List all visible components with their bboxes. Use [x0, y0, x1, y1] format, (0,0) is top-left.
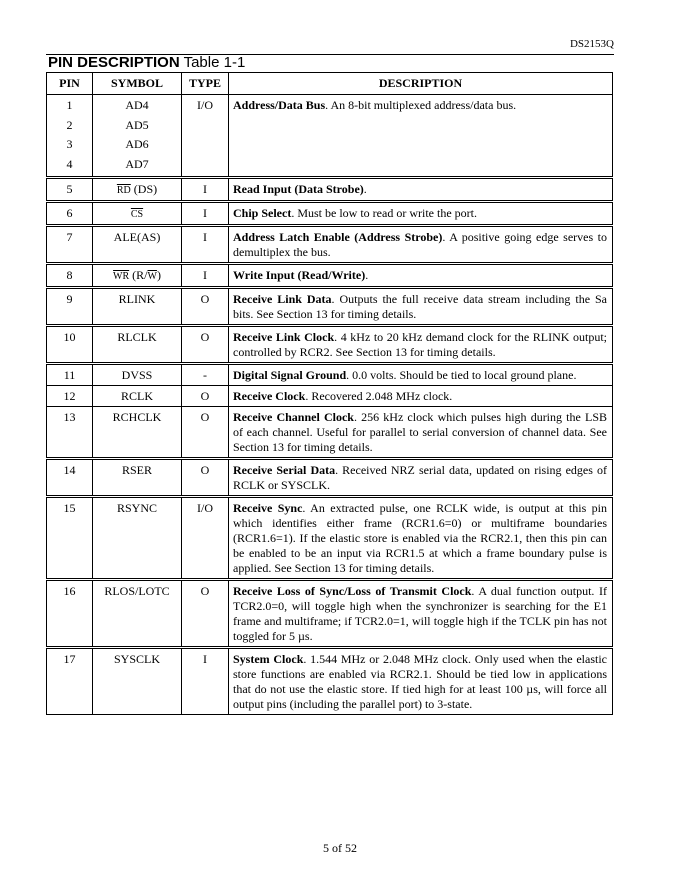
- description-term: System Clock: [233, 652, 304, 666]
- description-cell: [229, 178, 613, 202]
- symbol-cell: RLCLK: [93, 326, 182, 364]
- description-term: Receive Link Data: [233, 292, 332, 306]
- type-cell: -: [182, 364, 229, 386]
- description-cell: [229, 407, 613, 459]
- table-row: [47, 264, 613, 288]
- table-row: [47, 226, 613, 264]
- symbol-cell: RSER: [93, 459, 182, 497]
- table-row: [47, 648, 613, 715]
- symbol-overbar: $\overline{W}$: [147, 271, 157, 282]
- column-header-description: DESCRIPTION: [229, 73, 613, 95]
- pin-cell: 7: [47, 226, 93, 264]
- symbol-cell: DVSS: [93, 364, 182, 386]
- column-header-type: TYPE: [182, 73, 229, 95]
- description-text: . An 8-bit multiplexed address/data bus.: [325, 98, 517, 112]
- pin-cell: 15: [47, 497, 93, 580]
- description-cell: [229, 326, 613, 364]
- section-heading: [48, 54, 245, 71]
- pin-number: 4: [66, 156, 73, 171]
- description-text: . 0.0 volts. Should be tied to local ground plane.: [346, 368, 577, 382]
- symbol-cell: RCLK: [93, 386, 182, 407]
- symbol-cell: [93, 264, 182, 288]
- description-term: Read Input (Data Strobe): [233, 182, 364, 196]
- description-cell: [229, 202, 613, 226]
- document-id: DS2153Q: [569, 38, 614, 50]
- symbol: AD7: [125, 156, 149, 171]
- description-term: Address/Data Bus: [233, 98, 326, 112]
- pin-description-table: [46, 72, 613, 715]
- table-row: [47, 386, 613, 407]
- pin-cell: 6: [47, 202, 93, 226]
- table-row: [47, 95, 613, 178]
- pin-cell: 11: [47, 364, 93, 386]
- description-cell: [229, 364, 613, 386]
- description-text: . Recovered 2.048 MHz clock.: [305, 389, 453, 403]
- type-cell: I: [182, 648, 229, 715]
- type-cell: O: [182, 580, 229, 648]
- type-cell: O: [182, 459, 229, 497]
- description-text: . A dual function output. If TCR2.0=0, will toggle high when the synchronizer is searching for the E1 frame and multiframe; if TCR2.0=1, will toggle high if the TCLK pin has not toggled for 5 µs.: [233, 584, 607, 643]
- symbol: AD5: [125, 117, 149, 132]
- pin-cell: [47, 95, 93, 178]
- description-term: Chip Select: [233, 206, 292, 220]
- description-text: . 256 kHz clock which pulses high during the LSB of each channel. Useful for parallel to serial conversion of channel data. See Section 13 for timing details.: [233, 410, 607, 454]
- symbol-cell: RCHCLK: [93, 407, 182, 459]
- description-cell: [229, 226, 613, 264]
- pin-cell: 9: [47, 288, 93, 326]
- symbol: AD6: [125, 137, 149, 151]
- description-text: .: [363, 182, 367, 196]
- description-term: Receive Clock: [233, 389, 306, 403]
- table-row: [47, 407, 613, 459]
- symbol: AD4: [125, 98, 149, 112]
- description-text: . A positive going edge serves to demultiplex the bus.: [233, 230, 607, 259]
- column-header-symbol: SYMBOL: [93, 73, 182, 95]
- table-label: Table 1-1: [183, 54, 246, 71]
- type-cell: I: [182, 178, 229, 202]
- description-term: Write Input (Read/Write): [233, 268, 366, 282]
- table-row: [47, 178, 613, 202]
- description-term: Address Latch Enable (Address Strobe): [233, 230, 443, 244]
- description-cell: [229, 648, 613, 715]
- symbol-overbar: $\overline{CS}$: [130, 209, 144, 220]
- pin-cell: 13: [47, 407, 93, 459]
- description-cell: [229, 459, 613, 497]
- description-text: . Outputs the full receive data stream including the Sa bits. See Section 13 for timing details.: [233, 292, 607, 321]
- pin-cell: 16: [47, 580, 93, 648]
- type-cell: O: [182, 407, 229, 459]
- description-cell: [229, 497, 613, 580]
- description-term: Receive Sync: [233, 501, 303, 515]
- description-text: . An extracted pulse, one RCLK wide, is output at this pin which identifies either frame (RCR1.6=0) or multiframe boundaries (RCR1.6=1). If the elastic store is enabled via the RCR2.1, then this pin can be enabled to be an input via RCR1.5 at which a frame boundary pulse is applied. See Section 13 for timing details.: [233, 501, 607, 575]
- description-text: . 1.544 MHz or 2.048 MHz clock. Only used when the elastic store functions are enabled via RCR2.1. Should be tied low in applications that do not use the elastic store. If tied high for at least 100 µs, will force all output pins (including the parallel port) to 3-state.: [233, 652, 607, 711]
- section-title: PIN DESCRIPTION: [48, 54, 180, 71]
- table-row: [47, 326, 613, 364]
- symbol-cell: SYSCLK: [93, 648, 182, 715]
- pin-number: 3: [66, 137, 73, 151]
- description-cell: [229, 264, 613, 288]
- description-text: . 4 kHz to 20 kHz demand clock for the RLINK output; controlled by RCR2. See Section 13 for timing details.: [233, 330, 608, 359]
- symbol-cell: RLOS/LOTC: [93, 580, 182, 648]
- symbol-cell: RLINK: [93, 288, 182, 326]
- symbol-cell: [93, 202, 182, 226]
- type-cell: I: [182, 264, 229, 288]
- table-row: [47, 202, 613, 226]
- description-text: .: [365, 268, 369, 282]
- symbol-overbar: $\overline{RD}$: [116, 185, 131, 196]
- description-cell: [229, 288, 613, 326]
- symbol-cell: [93, 178, 182, 202]
- pin-cell: 17: [47, 648, 93, 715]
- pin-number: 1: [66, 98, 73, 112]
- column-header-pin: PIN: [47, 73, 93, 95]
- symbol: (R/: [129, 268, 148, 282]
- pin-cell: 8: [47, 264, 93, 288]
- description-text: . Must be low to read or write the port.: [291, 206, 477, 220]
- type-cell: O: [182, 288, 229, 326]
- symbol-cell: [93, 95, 182, 178]
- description-term: Receive Link Clock: [233, 330, 335, 344]
- type-cell: I/O: [182, 497, 229, 580]
- type-cell: O: [182, 386, 229, 407]
- description-term: Receive Serial Data: [233, 463, 336, 477]
- type-cell: I: [182, 226, 229, 264]
- type-cell: I: [182, 202, 229, 226]
- table-row: [47, 288, 613, 326]
- pin-number: 2: [66, 117, 73, 132]
- description-term: Receive Loss of Sync/Loss of Transmit Clock: [233, 584, 472, 598]
- symbol: ): [156, 268, 161, 282]
- table-header-row: [47, 73, 613, 95]
- pin-cell: 14: [47, 459, 93, 497]
- symbol-overbar: $\overline{WR}$: [113, 271, 130, 282]
- symbol-cell: ALE(AS): [93, 226, 182, 264]
- page-number: 5 of 52: [323, 841, 357, 855]
- table-row: [47, 580, 613, 648]
- description-term: Digital Signal Ground: [233, 368, 347, 382]
- type-cell: O: [182, 326, 229, 364]
- description-cell: [229, 95, 613, 178]
- description-text: . Received NRZ serial data, updated on rising edges of RCLK or SYSCLK.: [233, 463, 607, 492]
- symbol-cell: RSYNC: [93, 497, 182, 580]
- description-term: Receive Channel Clock: [233, 410, 354, 424]
- description-cell: [229, 580, 613, 648]
- symbol: (DS): [130, 182, 158, 196]
- pin-cell: 10: [47, 326, 93, 364]
- type-cell: I/O: [182, 95, 229, 178]
- pin-cell: 5: [47, 178, 93, 202]
- table-row: [47, 364, 613, 386]
- table-row: [47, 497, 613, 580]
- description-cell: [229, 386, 613, 407]
- table-row: [47, 459, 613, 497]
- pin-cell: 12: [47, 386, 93, 407]
